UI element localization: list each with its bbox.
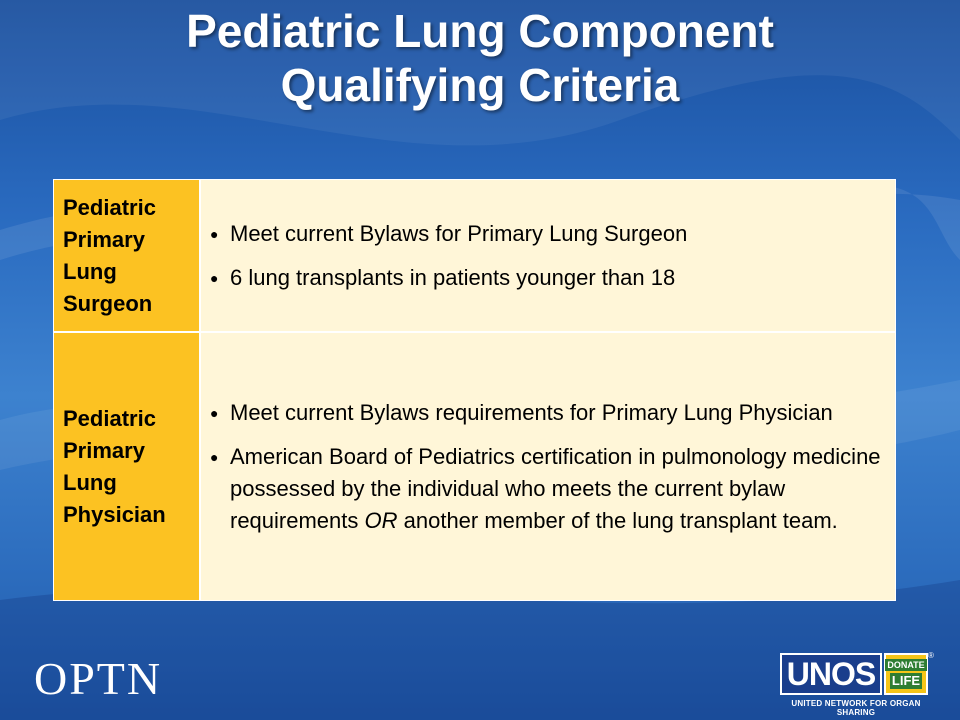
bullet-item bbox=[210, 262, 887, 294]
registered-mark: ® bbox=[928, 651, 934, 660]
bullet-item bbox=[210, 441, 887, 537]
label-line: Primary bbox=[63, 226, 145, 252]
optn-logo: OPTN bbox=[34, 653, 163, 704]
unos-caption: UNITED NETWORK FOR ORGAN SHARING bbox=[791, 699, 921, 717]
bullet-dot-icon: ● bbox=[210, 404, 219, 421]
bullet-text: Meet current Bylaws for Primary Lung Surgeon bbox=[230, 220, 688, 246]
row-content-physician bbox=[201, 333, 895, 600]
life-text: LIFE bbox=[891, 673, 921, 688]
criteria-table bbox=[53, 179, 896, 601]
label-line: Physician bbox=[63, 501, 166, 527]
bullet-item bbox=[210, 397, 887, 429]
bullet-item bbox=[210, 218, 887, 250]
bullet-text: 6 lung transplants in patients younger than 18 bbox=[230, 264, 676, 290]
row-label-physician bbox=[54, 333, 199, 600]
row-label-surgeon bbox=[54, 180, 199, 331]
bullet-text-part: American Board of Pediatrics certification in pulmonology medicine possessed by the individual who meets the current bylaw requirements bbox=[230, 443, 881, 533]
bullet-text-emphasis: OR bbox=[364, 507, 398, 533]
table-row-physician bbox=[54, 333, 895, 600]
unos-donate-life-logo bbox=[780, 653, 932, 715]
donate-text: DONATE bbox=[887, 660, 925, 670]
label-line: Surgeon bbox=[63, 290, 153, 316]
label-line: Lung bbox=[63, 258, 117, 284]
bullet-dot-icon: ● bbox=[210, 225, 219, 242]
title-line-2: Qualifying Criteria bbox=[280, 59, 680, 111]
unos-logo-text: UNOS bbox=[780, 653, 882, 695]
bullet-dot-icon: ● bbox=[210, 269, 219, 286]
bullet-dot-icon: ● bbox=[210, 448, 219, 465]
donate-life-badge bbox=[884, 653, 928, 695]
label-line: Pediatric bbox=[63, 405, 156, 431]
row-content-surgeon bbox=[201, 180, 895, 331]
table-row-surgeon bbox=[54, 180, 895, 331]
bullet-text bbox=[230, 441, 887, 537]
label-line: Primary bbox=[63, 437, 145, 463]
label-line: Lung bbox=[63, 469, 117, 495]
bullet-text: Meet current Bylaws requirements for Primary Lung Physician bbox=[230, 399, 833, 425]
page-title bbox=[0, 4, 960, 112]
title-line-1: Pediatric Lung Component bbox=[186, 5, 774, 57]
bullet-text-part: another member of the lung transplant team. bbox=[397, 507, 838, 533]
label-line: Pediatric bbox=[63, 194, 156, 220]
